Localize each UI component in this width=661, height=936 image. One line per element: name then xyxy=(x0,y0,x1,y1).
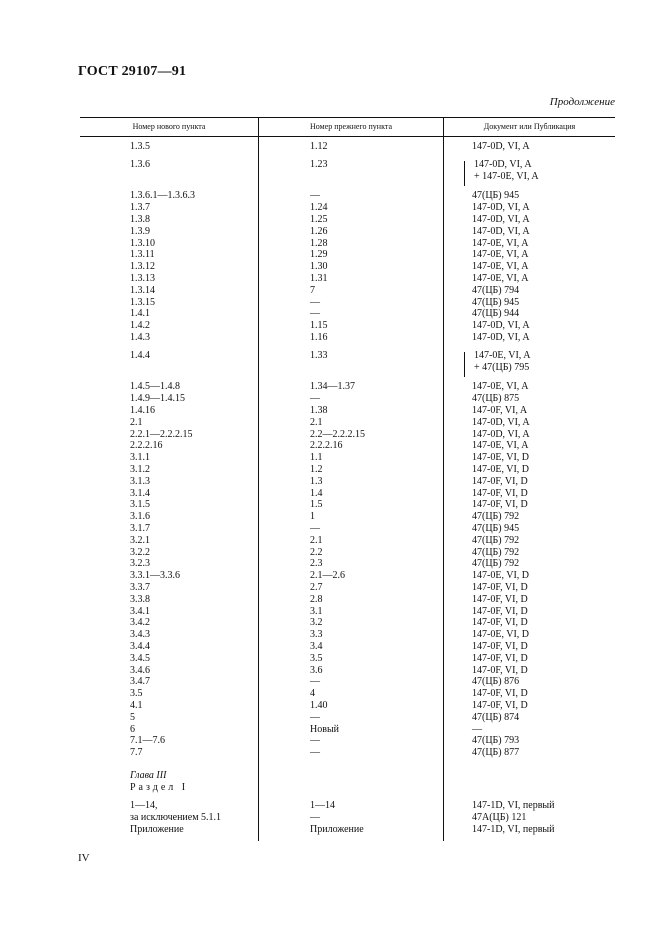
cell-new-item: 1.4.5—1.4.8 xyxy=(130,381,180,393)
cell-new-item: 7.1—7.6 xyxy=(130,735,165,747)
cell-document: 47(ЦБ) 876 xyxy=(472,676,520,688)
cell-document: — xyxy=(472,723,482,735)
cell-old-item: 1.2 xyxy=(310,464,323,475)
cell-document: 47(ЦБ) 792 xyxy=(472,511,520,523)
cell-document: 147-0F, VI, D xyxy=(472,700,528,711)
cell-new-item: 3.4.2 xyxy=(130,617,150,629)
cell-old-item: 1.28 xyxy=(310,237,328,249)
cell-document: 47(ЦБ) 877 xyxy=(472,747,520,759)
chapter-title: Глава III xyxy=(130,770,167,781)
cell-new-item: 3.4.4 xyxy=(130,641,150,652)
cell-new-item: 3.4.1 xyxy=(130,605,150,617)
cell-document: 147-0D, VI, A xyxy=(472,225,530,237)
column-header-old: Номер прежнего пункта xyxy=(310,122,392,131)
cell-old-item: — xyxy=(310,296,320,308)
cell-document: 147-1D, VI, первый xyxy=(472,800,555,811)
document-title: ГОСТ 29107—91 xyxy=(78,64,187,79)
cell-old-item: Приложение xyxy=(310,823,364,835)
cell-old-item: 2.2.2.16 xyxy=(310,440,343,452)
cell-new-item: 3.4.6 xyxy=(130,664,150,676)
cell-old-item: — xyxy=(310,711,320,723)
cell-old-item: — xyxy=(310,747,320,759)
cell-new-item: 1.3.7 xyxy=(130,202,150,214)
cell-new-item: 3.2.3 xyxy=(130,558,150,570)
cell-document: 147-0F, VI, D xyxy=(472,593,528,605)
cell-document: 147-0F, VI, D xyxy=(472,499,528,511)
cell-new-item: 1.4.3 xyxy=(130,332,150,343)
cell-document: 147-0E, VI, A xyxy=(472,273,529,284)
cell-document: 147-0F, VI, D xyxy=(472,688,528,700)
cell-new-item: 1.3.6.1—1.3.6.3 xyxy=(130,190,195,202)
cell-document: 47(ЦБ) 945 xyxy=(472,523,520,534)
cell-document: 147-0E, VI, A xyxy=(472,237,529,249)
cell-new-item: 2.2.2.16 xyxy=(130,440,163,452)
cell-old-item: — xyxy=(310,393,320,405)
cell-document: 147-0E, VI, D xyxy=(472,452,530,464)
cell-document: 47(ЦБ) 792 xyxy=(472,558,520,570)
cell-document: 47(ЦБ) 875 xyxy=(472,393,520,405)
cell-new-item: 3.1.2 xyxy=(130,464,150,475)
cell-new-item: 3.3.7 xyxy=(130,582,150,593)
cell-new-item: 3.4.3 xyxy=(130,629,150,641)
cell-old-item: 1.34—1.37 xyxy=(310,381,355,393)
cell-old-item: 1.38 xyxy=(310,405,328,416)
cell-document: 147-0D, VI, A xyxy=(474,158,532,170)
cell-old-item: 2.1 xyxy=(310,416,323,428)
cell-new-item: 3.3.1—3.3.6 xyxy=(130,570,180,582)
cell-document: 147-0F, VI, D xyxy=(472,652,528,664)
cell-old-item: — xyxy=(310,190,320,202)
cell-old-item: 1.16 xyxy=(310,332,328,343)
cell-old-item: 2.1 xyxy=(310,534,323,546)
cell-old-item: 2.2 xyxy=(310,546,323,558)
cell-old-item: 3.2 xyxy=(310,617,323,629)
cell-document: 147-0F, VI, D xyxy=(472,617,528,629)
cell-document: 47(ЦБ) 792 xyxy=(472,534,520,546)
cell-new-item: 5 xyxy=(130,711,135,723)
cell-new-item: 1.4.1 xyxy=(130,308,150,320)
cell-document: 147-0F, VI, D xyxy=(472,605,528,617)
cell-new-item: 1.4.16 xyxy=(130,405,155,416)
cell-old-item: 1.5 xyxy=(310,499,323,511)
cell-old-item: 1.3 xyxy=(310,475,323,487)
cell-new-item: 3.4.5 xyxy=(130,652,150,664)
cell-new-item: 1—14, xyxy=(130,800,158,811)
cell-new-item: 3.1.1 xyxy=(130,452,150,464)
cell-document: + 147-0E, VI, A xyxy=(474,170,539,182)
continuation-label: Продолжение xyxy=(549,96,615,108)
cell-new-item: 1.3.6 xyxy=(130,158,150,170)
cell-new-item: 7.7 xyxy=(130,747,143,759)
cell-new-item: 1.3.13 xyxy=(130,273,155,284)
cell-document: 147-0D, VI, A xyxy=(472,332,530,343)
cell-old-item: 3.6 xyxy=(310,664,323,676)
cell-document: 47(ЦБ) 874 xyxy=(472,711,520,723)
cell-old-item: 1.12 xyxy=(310,141,328,152)
cell-document: 147-0F, VI, D xyxy=(472,475,528,487)
cell-new-item: за исключением 5.1.1 xyxy=(130,811,222,823)
cell-old-item: 2.8 xyxy=(310,593,323,605)
cell-old-item: 2.7 xyxy=(310,582,323,593)
cell-old-item: 4 xyxy=(310,688,315,700)
cell-document: 147-0F, VI, D xyxy=(472,641,528,652)
cell-old-item: 1.33 xyxy=(310,349,328,361)
column-header-new: Номер нового пункта xyxy=(132,122,206,131)
cell-old-item: 1.40 xyxy=(310,700,328,711)
cell-document: 147-0E, VI, A xyxy=(472,261,529,273)
cell-new-item: 3.2.1 xyxy=(130,534,150,546)
cell-old-item: 3.1 xyxy=(310,605,323,617)
cell-old-item: 1 xyxy=(310,511,315,523)
cell-old-item: 1.15 xyxy=(310,320,328,332)
cell-new-item: 1.3.15 xyxy=(130,296,155,308)
cell-new-item: 3.1.7 xyxy=(130,523,150,534)
section-title: Раздел I xyxy=(130,782,189,793)
cell-old-item: 1—14 xyxy=(310,800,335,811)
cell-new-item: 3.1.5 xyxy=(130,499,150,511)
cell-old-item: 1.30 xyxy=(310,261,328,273)
cell-document: 147-0F, VI, D xyxy=(472,487,528,499)
cell-old-item: 1.24 xyxy=(310,202,328,214)
cell-old-item: 2.2—2.2.2.15 xyxy=(310,428,365,440)
cell-new-item: 1.4.2 xyxy=(130,320,150,332)
cell-new-item: 3.2.2 xyxy=(130,546,150,558)
cell-new-item: 3.1.6 xyxy=(130,511,150,523)
cell-new-item: 1.3.12 xyxy=(130,261,155,273)
cell-document: 147-0D, VI, A xyxy=(472,202,530,214)
cell-old-item: 1.25 xyxy=(310,214,328,225)
cell-new-item: 2.1 xyxy=(130,416,143,428)
cell-old-item: 7 xyxy=(310,284,315,296)
cell-document: 147-0E, VI, A xyxy=(472,249,529,261)
cell-new-item: 3.1.3 xyxy=(130,475,150,487)
cell-old-item: 1.1 xyxy=(310,452,323,464)
cell-document: 147-0D, VI, A xyxy=(472,320,530,332)
cell-document: 47(ЦБ) 793 xyxy=(472,735,520,747)
cell-document: 147-0E, VI, A xyxy=(472,440,529,452)
cell-document: 47(ЦБ) 945 xyxy=(472,190,520,202)
cell-new-item: 1.3.11 xyxy=(130,249,155,261)
cell-document: 147-0E, VI, D xyxy=(472,464,530,475)
cell-new-item: 2.2.1—2.2.2.15 xyxy=(130,428,193,440)
cell-document: 47(ЦБ) 944 xyxy=(472,308,520,320)
cell-document: 47(ЦБ) 792 xyxy=(472,546,520,558)
cell-document: 147-0E, VI, D xyxy=(472,629,530,641)
cell-old-item: 3.4 xyxy=(310,641,323,652)
page-number: IV xyxy=(78,852,90,864)
cell-document: 147-0F, VI, D xyxy=(472,582,528,593)
cell-document: 147-1D, VI, первый xyxy=(472,823,555,835)
cell-document: 147-0F, VI, A xyxy=(472,405,528,416)
cell-document: 147-0D, VI, A xyxy=(472,141,530,152)
cell-old-item: 1.26 xyxy=(310,225,328,237)
cell-new-item: 6 xyxy=(130,723,135,735)
cell-old-item: — xyxy=(310,308,320,320)
cell-new-item: 1.4.4 xyxy=(130,349,150,361)
cell-old-item: 2.1—2.6 xyxy=(310,570,345,582)
cell-old-item: 1.31 xyxy=(310,273,328,284)
cell-document: 147-0D, VI, A xyxy=(472,428,530,440)
cell-new-item: 1.4.9—1.4.15 xyxy=(130,393,185,405)
cell-document: 47А(ЦБ) 121 xyxy=(472,811,527,823)
cell-new-item: 3.1.4 xyxy=(130,487,150,499)
cell-new-item: 1.3.9 xyxy=(130,225,150,237)
cell-old-item: Новый xyxy=(310,723,340,735)
cell-new-item: 4.1 xyxy=(130,700,143,711)
cell-old-item: 3.5 xyxy=(310,652,323,664)
cell-old-item: — xyxy=(310,811,320,823)
cell-new-item: 3.4.7 xyxy=(130,676,150,688)
cell-old-item: — xyxy=(310,735,320,747)
cell-document: 147-0E, VI, A xyxy=(472,381,529,393)
cell-new-item: 1.3.14 xyxy=(130,284,155,296)
cell-document: 147-0E, VI, A xyxy=(474,349,531,361)
cell-new-item: 1.3.8 xyxy=(130,214,150,225)
cell-old-item: — xyxy=(310,523,320,534)
cell-document: 47(ЦБ) 794 xyxy=(472,284,520,296)
column-header-document: Документ или Публикация xyxy=(483,122,576,131)
cell-new-item: 3.3.8 xyxy=(130,593,150,605)
cell-new-item: Приложение xyxy=(130,823,184,835)
cell-document: 147-0D, VI, A xyxy=(472,214,530,225)
cell-old-item: 1.23 xyxy=(310,158,328,170)
cell-old-item: 1.4 xyxy=(310,487,323,499)
cell-document: 47(ЦБ) 945 xyxy=(472,296,520,308)
cell-new-item: 1.3.5 xyxy=(130,141,150,152)
cell-old-item: 2.3 xyxy=(310,558,323,570)
cell-document: + 47(ЦБ) 795 xyxy=(474,361,530,373)
cell-old-item: 1.29 xyxy=(310,249,328,261)
cell-new-item: 1.3.10 xyxy=(130,237,155,249)
cell-document: 147-0F, VI, D xyxy=(472,664,528,676)
cell-old-item: — xyxy=(310,676,320,688)
cell-new-item: 3.5 xyxy=(130,688,143,700)
cell-old-item: 3.3 xyxy=(310,629,323,641)
cell-document: 147-0D, VI, A xyxy=(472,416,530,428)
cell-document: 147-0E, VI, D xyxy=(472,570,530,582)
